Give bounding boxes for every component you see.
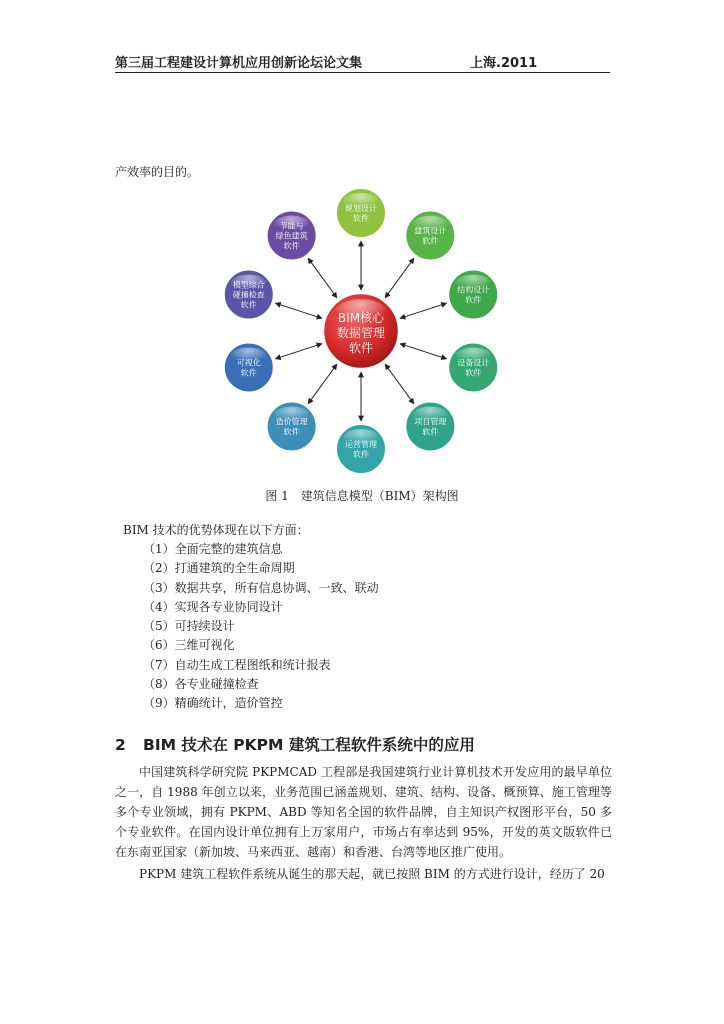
diagram-node-label: 可视化 <box>236 358 261 368</box>
header-title: 第三届工程建设计算机应用创新论坛论文集 <box>115 56 363 71</box>
diagram-node <box>336 424 386 474</box>
list-item: （4）实现各专业协同设计 <box>143 599 283 614</box>
diagram-node <box>405 401 455 451</box>
diagram-node-label: 造价管理 <box>275 417 308 427</box>
header-location: 上海.2011 <box>470 56 538 71</box>
list-item: （2）打通建筑的全生命周期 <box>143 561 295 576</box>
connector-arrow <box>275 303 322 318</box>
diagram-node-label: 结构设计 <box>457 285 490 295</box>
list-item: （1）全面完整的建筑信息 <box>143 542 283 556</box>
connector-arrow <box>400 303 447 318</box>
diagram-node-label: 软件 <box>283 241 300 251</box>
diagram-node-label: 软件 <box>422 427 439 437</box>
figure-caption: 图 1 建筑信息模型（BIM）架构图 <box>265 489 459 503</box>
connector-arrow <box>385 364 414 404</box>
intro-fragment: 产效率的目的。 <box>115 165 200 179</box>
diagram-node-label: 项目管理 <box>414 417 447 427</box>
diagram-node-label: 运营管理 <box>345 440 377 449</box>
diagram-node-label: 软件 <box>283 427 300 437</box>
center-label-line2: 数据管理 <box>336 326 386 340</box>
diagram-node-label: 软件 <box>465 295 482 305</box>
diagram-node-label: 规划设计 <box>345 204 377 213</box>
list-item: （3）数据共享，所有信息协调、一致、联动 <box>143 580 379 595</box>
advantages-intro: BIM 技术的优势体现在以下方面： <box>123 523 309 537</box>
center-label-line1: BIM核心 <box>337 311 385 325</box>
diagram-node <box>224 270 274 320</box>
diagram-node-label: 软件 <box>353 450 369 459</box>
diagram-node <box>336 188 386 238</box>
list-item: （6）三维可视化 <box>143 638 235 653</box>
advantages-list <box>143 540 379 714</box>
list-item: （5）可持续设计 <box>143 619 235 634</box>
list-item: （8）各专业碰撞检查 <box>143 677 259 692</box>
center-label-line3: 软件 <box>348 341 374 355</box>
connector-arrow <box>400 344 447 359</box>
diagram-node-label: 绿色建筑 <box>275 231 308 241</box>
diagram-node <box>267 401 317 451</box>
diagram-node-label: 节能与 <box>279 221 304 231</box>
diagram-node-label: 设备设计 <box>457 358 490 368</box>
list-item: （7）自动生成工程图纸和统计报表 <box>143 657 331 672</box>
connector-arrow <box>308 364 337 404</box>
connector-arrow <box>275 344 322 359</box>
diagram-node-label: 软件 <box>422 236 439 246</box>
section-title: BIM 技术在 PKPM 建筑工程软件系统中的应用 <box>143 736 475 754</box>
diagram-node <box>405 211 455 261</box>
bim-architecture-diagram <box>0 0 724 480</box>
diagram-node-label: 软件 <box>240 368 257 378</box>
diagram-node-label: 软件 <box>353 214 369 223</box>
section-heading <box>115 733 475 755</box>
diagram-node <box>448 270 498 320</box>
diagram-node-label: 软件 <box>465 368 482 378</box>
section-number: 2 <box>115 736 126 754</box>
diagram-node-label: 碰撞检查 <box>232 290 265 300</box>
diagram-node-label: 建筑设计 <box>414 226 447 236</box>
diagram-node-label: 软件 <box>240 300 257 310</box>
connector-arrow <box>308 258 337 298</box>
diagram-node-label: 模型综合 <box>232 280 265 290</box>
list-item: （9）精确统计，造价管控 <box>143 696 283 711</box>
connector-arrow <box>385 258 414 298</box>
diagram-node <box>267 211 317 261</box>
paragraph-2: PKPM 建筑工程软件系统从诞生的那天起，就已按照 BIM 的方式进行设计，经历了 20 <box>139 867 605 881</box>
paragraph-1: 中国建筑科学研究院 PKPMCAD 工程部是我国建筑行业计算机技术开发应用的最早单位之一，自 1988 年创立以来，业务范围已涵盖规划、建筑、结构、设备、概预算、施工管理等多个专业领域，拥有 PKPM、ABD 等知名全国的软件品牌，自主知识产权图形平台，50 多个专业软件。在国内设计单位拥有上万家用户，市场占有率达到 95%，开发的英文版软件已在东南亚国家（新加坡、马来西亚、越南）和香港、台湾等地区推广使用。 <box>115 765 612 859</box>
diagram-node <box>224 342 274 392</box>
center-node-bim-core <box>323 293 399 369</box>
diagram-node <box>448 342 498 392</box>
